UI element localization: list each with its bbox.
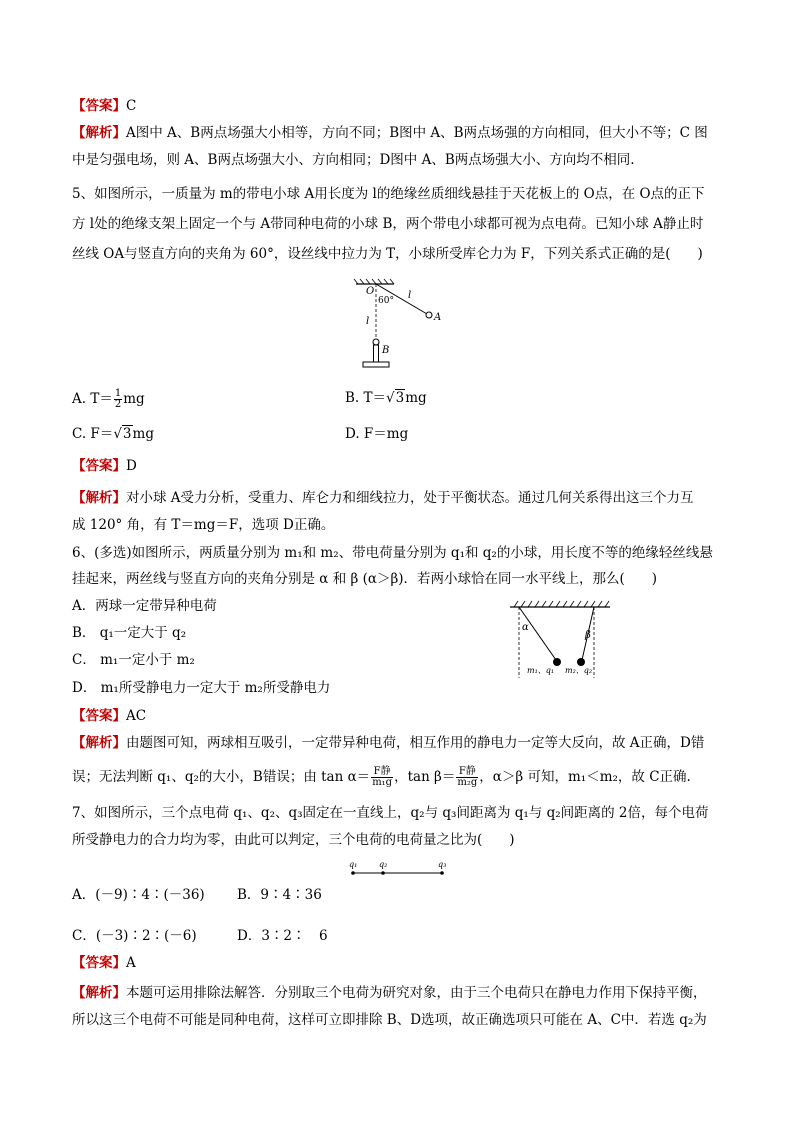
q6-fraction-1 xyxy=(371,767,393,788)
q5-option-c-prefix: C. F＝ xyxy=(72,426,114,442)
q5-option-c-suffix: mg xyxy=(132,426,154,442)
q5-option-c: C. F＝√3mg xyxy=(72,426,154,442)
q6-analysis-formula-b: ，tan β＝ xyxy=(394,769,456,785)
q7-analysis-line xyxy=(72,984,707,1002)
q5-fig-label-l-right: l xyxy=(408,290,412,301)
q7-answer-value: A xyxy=(126,955,136,971)
q5-option-b-suffix: mg xyxy=(405,390,427,406)
analysis-text: A图中 A、B两点场强大小相等，方向不同；B图中 A、B两点场强的方向相同，但大小不等；C 图 xyxy=(126,125,708,141)
q5-option-c-radicand: 3 xyxy=(122,426,132,442)
answer-value: C xyxy=(126,98,137,114)
q6-option-c: C． m₁一定小于 m₂ xyxy=(72,652,195,668)
q5-analysis-text-cont: 成 120° 角，有 T＝mg＝F，选项 D正确。 xyxy=(72,517,335,533)
q6-answer-value: AC xyxy=(126,708,147,724)
q7-stem-line-2: 所受静电力的合力均为零，由此可以判定，三个电荷的电荷量之比为( ) xyxy=(72,832,515,848)
q7-figure xyxy=(345,857,450,879)
q6-stem-line-1: 6、(多选)如图所示，两质量分别为 m₁和 m₂、带电荷量分别为 q₁和 q₂的小球，用长度不等的绝缘轻丝线悬 xyxy=(72,545,713,561)
q6-fig-right-label: m₂、q₂ xyxy=(565,666,593,675)
analysis-text-cont: 中是匀强电场，则 A、B两点场强大小、方向相同；D图中 A、B两点场强大小、方向均不相同. xyxy=(72,152,635,168)
q5-option-d: D. F＝mg xyxy=(345,426,409,442)
q7-fig-q1: q₁ xyxy=(349,860,358,869)
q6-fraction-1-num: F静 xyxy=(371,767,393,778)
q7-analysis-text: 本题可运用排除法解答．分别取三个电荷为研究对象，由于三个电荷只在静电力作用下保持平衡， xyxy=(126,985,707,1001)
q7-option-d: D．3∶2∶ 6 xyxy=(237,928,328,944)
q6-analysis-formula-line xyxy=(72,767,691,788)
q6-analysis-formula-a: 误；无法判断 q₁、q₂的大小，B错误；由 tan α＝ xyxy=(72,769,371,785)
q7-fig-q3: q₃ xyxy=(438,860,447,869)
q5-fig-label-angle: 60° xyxy=(378,296,394,306)
analysis-label: 【解析】 xyxy=(72,125,126,141)
q5-fig-label-b: B xyxy=(382,345,390,356)
q6-fraction-2-num: F静 xyxy=(456,767,478,778)
q7-stem-line-1: 7、如图所示，三个点电荷 q₁、q₂、q₃固定在一直线上，q₂与 q₃间距离为 q₁与 q₂间距离的 2倍，每个电荷 xyxy=(72,805,709,821)
q6-fraction-1-den: m₁g xyxy=(372,777,393,788)
q7-option-c: C．(－3)∶2∶(－6) xyxy=(72,928,197,944)
q5-option-a-fraction xyxy=(114,389,122,410)
answer-label: 【答案】 xyxy=(72,98,126,114)
q6-analysis-line xyxy=(72,734,704,752)
q6-analysis-formula-c: ，α＞β 可知，m₁＜m₂，故 C正确. xyxy=(479,769,691,785)
q5-option-b-radicand: 3 xyxy=(395,390,405,406)
q5-answer-label: 【答案】 xyxy=(72,458,126,474)
q6-answer-line xyxy=(72,707,146,725)
analysis-line xyxy=(72,124,708,142)
q5-fig-label-o: O xyxy=(366,286,375,297)
q5-stem-line-3: 丝线 OA与竖直方向的夹角为 60°，设丝线中拉力为 T，小球所受库仑力为 F，下列关系式正确的是( ) xyxy=(72,246,703,262)
q7-option-b: B．9∶4∶36 xyxy=(237,887,322,903)
q5-analysis-label: 【解析】 xyxy=(72,490,126,506)
q5-answer-value: D xyxy=(126,458,137,474)
q5-answer-line xyxy=(72,457,137,475)
q5-option-b: B. T＝√3mg xyxy=(345,390,427,406)
q5-option-a-suffix: mg xyxy=(123,391,145,407)
q6-option-b: B． q₁一定大于 q₂ xyxy=(72,625,187,641)
q6-answer-label: 【答案】 xyxy=(72,708,126,724)
q6-analysis-label: 【解析】 xyxy=(72,735,126,751)
q6-figure xyxy=(505,598,615,680)
q5-option-a-prefix: A. T＝ xyxy=(72,391,113,407)
q5-option-b-prefix: B. T＝ xyxy=(345,390,387,406)
q5-figure xyxy=(330,278,460,373)
q5-fig-label-l-left: l xyxy=(366,316,370,327)
q5-analysis-line xyxy=(72,489,694,507)
q6-fraction-2-den: m₂g xyxy=(457,777,478,788)
q5-stem-line-2: 方 l处的绝缘支架上固定一个与 A带同种电荷的小球 B，两个带电小球都可视为点电荷。已知小球 A静止时 xyxy=(72,216,704,232)
q6-stem-line-2: 挂起来，两丝线与竖直方向的夹角分别是 α 和 β (α＞β)．若两小球恰在同一水平线上，那么( ) xyxy=(72,571,658,587)
q6-fig-alpha: α xyxy=(522,622,529,633)
q7-answer-label: 【答案】 xyxy=(72,955,126,971)
q5-option-a-num: 1 xyxy=(114,388,122,399)
q6-analysis-text: 由题图可知，两球相互吸引，一定带异种电荷，相互作用的静电力一定等大反向，故 A正确，D错 xyxy=(126,735,705,751)
q6-fig-beta: β xyxy=(585,630,591,641)
q7-option-a: A．(－9)∶4∶(－36) xyxy=(72,887,205,903)
q6-fraction-2 xyxy=(456,767,478,788)
q7-analysis-label: 【解析】 xyxy=(72,985,126,1001)
q5-fig-label-a: A xyxy=(434,312,442,323)
q5-stem-line-1: 5、如图所示，一质量为 m的带电小球 A用长度为 l的绝缘丝质细线悬挂于天花板上的 O点，在 O点的正下 xyxy=(72,186,705,202)
q7-answer-line xyxy=(72,954,136,972)
q5-option-a-den: 2 xyxy=(114,399,122,410)
q7-analysis-text-cont: 所以这三个电荷不可能是同种电荷，这样可立即排除 B、D选项，故正确选项只可能在 A、C中．若选 q₂为 xyxy=(72,1012,707,1028)
q5-analysis-text: 对小球 A受力分析，受重力、库仑力和细线拉力，处于平衡状态。通过几何关系得出这三个力互 xyxy=(126,490,694,506)
q7-fig-q2: q₂ xyxy=(379,860,388,869)
q6-option-a: A．两球一定带异种电荷 xyxy=(72,598,217,614)
q6-option-d: D． m₁所受静电力一定大于 m₂所受静电力 xyxy=(72,680,331,696)
q6-fig-left-label: m₁、q₁ xyxy=(527,666,555,675)
q5-option-a xyxy=(72,389,145,410)
answer-line xyxy=(72,97,136,115)
